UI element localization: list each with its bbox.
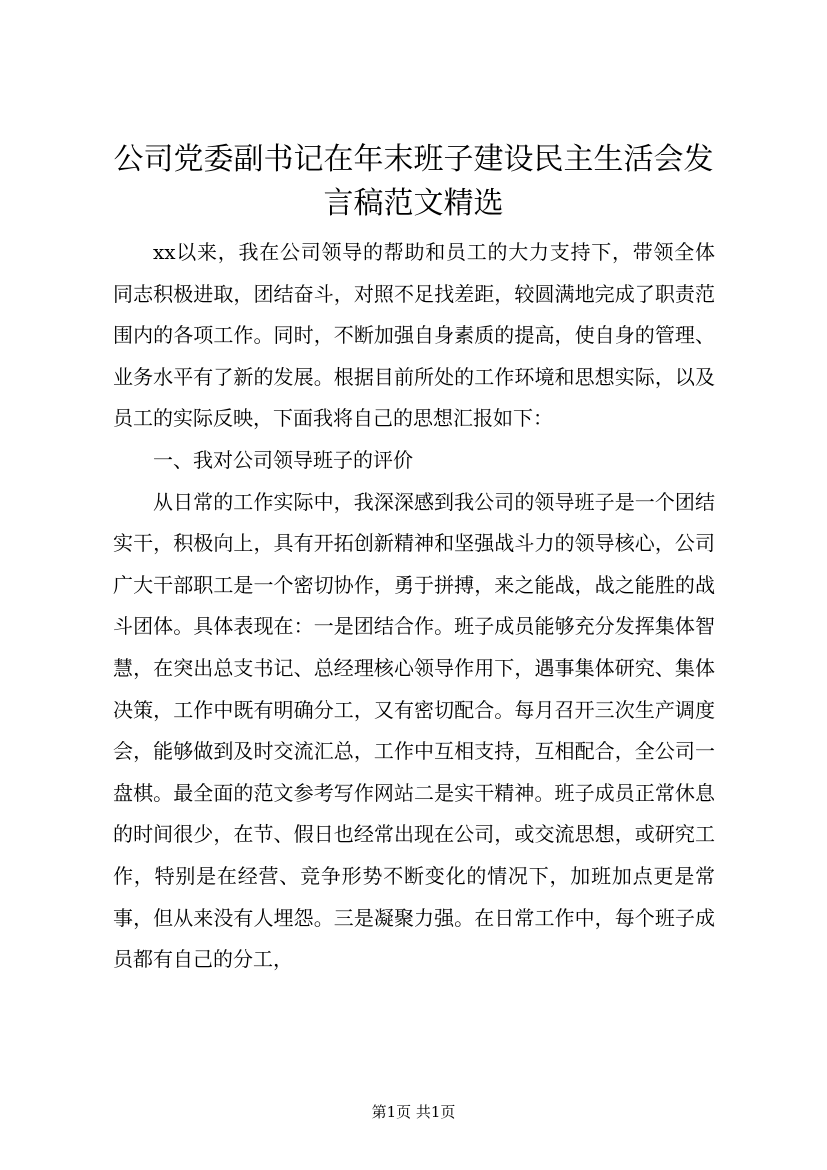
paragraph-intro: xx以来，我在公司领导的帮助和员工的大力支持下，带领全体同志积极进取，团结奋斗，对照不足找差距，较圆满地完成了职责范围内的各项工作。同时，不断加强自身素质的提高，使自身的管理、业务水平有了新的发展。根据目前所处的工作环境和思想实际，以及员工的实际反映，下面我将自己的思想汇报如下： [113, 240, 715, 431]
document-title: 公司党委副书记在年末班子建设民主生活会发言稿范文精选 [113, 142, 714, 221]
paragraph-evaluation: 从日常的工作实际中，我深深感到我公司的领导班子是一个团结实干，积极向上，具有开拓创新精神和坚强战斗力的领导核心，公司广大干部职工是一个密切协作，勇于拼搏，来之能战，战之能胜的战斗团体。具体表现在：一是团结合作。班子成员能够充分发挥集体智慧，在突出总支书记、总经理核心领导作用下，遇事集体研究、集体决策，工作中既有明确分工，又有密切配合。每月召开三次生产调度会，能够做到及时交流汇总，工作中互相支持，互相配合，全公司一盘棋。最全面的范文参考写作网站二是实干精神。班子成员正常休息的时间很少，在节、假日也经常出现在公司，或交流思想，或研究工作，特别是在经营、竞争形势不断变化的情况下，加班加点更是常事，但从来没有人埋怨。三是凝聚力强。在日常工作中，每个班子成员都有自己的分工， [113, 489, 715, 972]
document-body [113, 232, 715, 981]
section-heading: 一、我对公司领导班子的评价 [153, 447, 413, 472]
page-footer: 第1页 共1页 [371, 1103, 456, 1121]
